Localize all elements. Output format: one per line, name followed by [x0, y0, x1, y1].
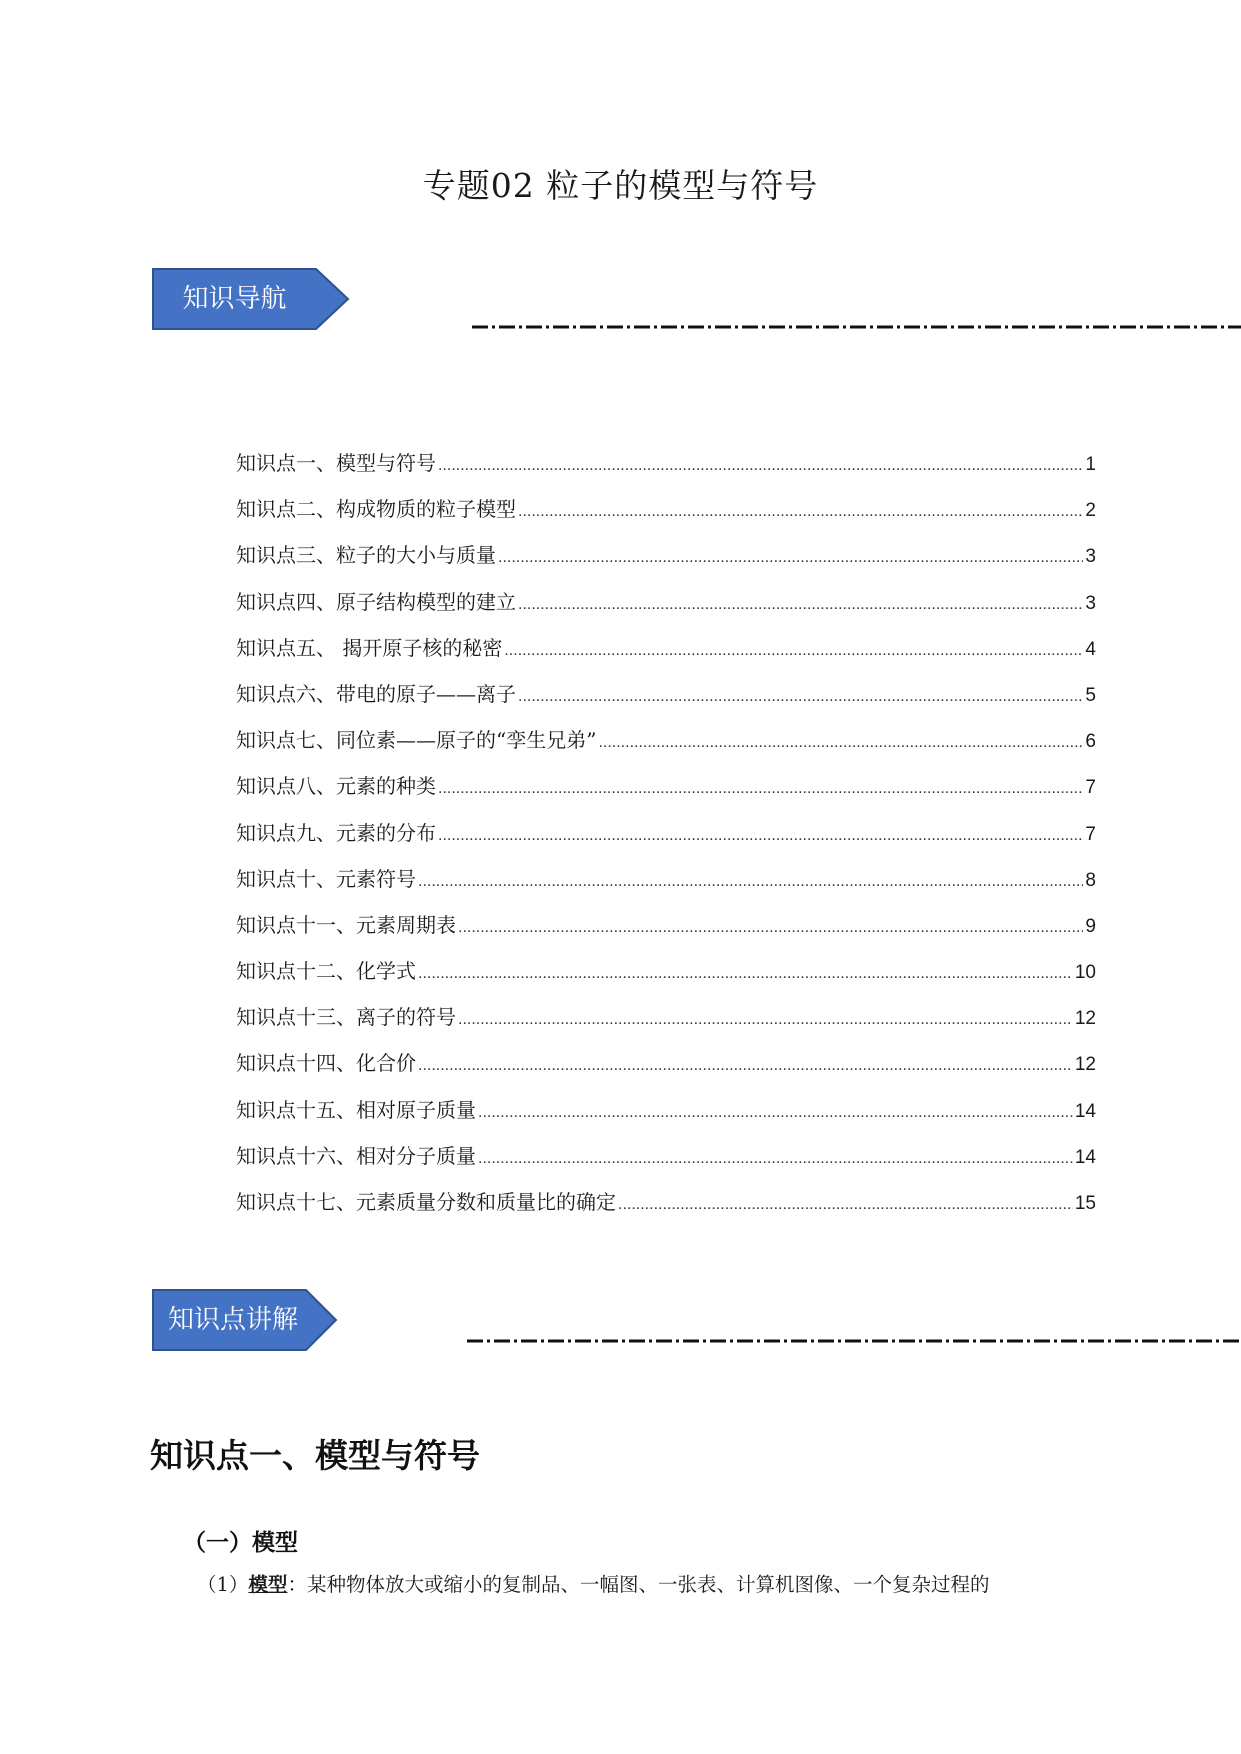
- banner-label-navigation: 知识导航: [182, 284, 287, 314]
- toc-item[interactable]: [236, 770, 1096, 816]
- toc-dot-leader: [518, 596, 1083, 614]
- toc-item-label: 知识点十二、化学式: [236, 959, 416, 984]
- list-number: （1）: [197, 1573, 249, 1596]
- toc-dot-leader: [438, 827, 1083, 845]
- toc-dot-leader: [478, 1104, 1073, 1122]
- table-of-contents: [236, 447, 1096, 1232]
- toc-item[interactable]: [236, 447, 1096, 493]
- section-heading: 知识点一、模型与符号: [150, 1436, 480, 1475]
- toc-item[interactable]: [236, 493, 1096, 539]
- toc-dot-leader: [418, 873, 1083, 891]
- toc-item-label: 知识点十四、化合价: [236, 1051, 416, 1076]
- toc-dot-leader: [618, 1196, 1073, 1214]
- toc-item[interactable]: [236, 632, 1096, 678]
- toc-page-number: 10: [1074, 962, 1096, 984]
- dash-dot-divider: [322, 1337, 1241, 1345]
- toc-item[interactable]: [236, 1186, 1096, 1232]
- paragraph-text: ：某种物体放大或缩小的复制品、一幅图、一张表、计算机图像、一个复杂过程的: [287, 1573, 990, 1596]
- toc-item[interactable]: [236, 817, 1096, 863]
- toc-item-label: 知识点一、模型与符号: [236, 451, 436, 475]
- toc-page-number: 4: [1085, 638, 1096, 660]
- toc-page-number: 7: [1085, 777, 1096, 799]
- toc-dot-leader: [498, 549, 1083, 567]
- toc-item[interactable]: [236, 909, 1096, 955]
- toc-item-label: 知识点八、元素的种类: [236, 774, 436, 799]
- toc-dot-leader: [478, 1150, 1073, 1168]
- toc-dot-leader: [598, 734, 1083, 752]
- toc-page-number: 1: [1085, 454, 1096, 475]
- toc-item-label: 知识点三、粒子的大小与质量: [236, 543, 496, 568]
- toc-page-number: 9: [1085, 915, 1096, 937]
- toc-item-label: 知识点七、同位素——原子的“孪生兄弟”: [236, 728, 597, 753]
- toc-page-number: 14: [1074, 1146, 1096, 1168]
- toc-item[interactable]: [236, 1094, 1096, 1140]
- dash-dot-divider: [322, 323, 1241, 331]
- toc-item-label: 知识点十、元素符号: [236, 866, 416, 891]
- toc-page-number: 3: [1085, 592, 1096, 614]
- toc-page-number: 12: [1074, 1054, 1096, 1076]
- toc-item[interactable]: [236, 1047, 1096, 1093]
- toc-dot-leader: [418, 965, 1073, 983]
- toc-item-label: 知识点四、原子结构模型的建立: [236, 589, 516, 614]
- toc-item-label: 知识点十六、相对分子质量: [236, 1143, 476, 1168]
- toc-item-label: 知识点五、 揭开原子核的秘密: [236, 635, 503, 660]
- body-paragraph: [197, 1569, 1097, 1597]
- toc-dot-leader: [418, 1057, 1073, 1075]
- defined-term: 模型: [248, 1573, 288, 1596]
- toc-dot-leader: [518, 688, 1083, 706]
- section-banner-explanation: [152, 1289, 1084, 1353]
- toc-page-number: 7: [1085, 823, 1096, 845]
- toc-item-label: 知识点十一、元素周期表: [236, 912, 456, 937]
- toc-item[interactable]: [236, 678, 1096, 724]
- toc-item[interactable]: [236, 539, 1096, 585]
- toc-dot-leader: [504, 642, 1083, 660]
- toc-item[interactable]: [236, 955, 1096, 1001]
- toc-page-number: 8: [1085, 869, 1096, 891]
- toc-dot-leader: [438, 457, 1083, 475]
- toc-page-number: 5: [1085, 684, 1096, 706]
- toc-item-label: 知识点十五、相对原子质量: [236, 1097, 476, 1122]
- toc-dot-leader: [458, 1011, 1073, 1029]
- section-banner-navigation: [152, 268, 1084, 332]
- toc-dot-leader: [518, 503, 1083, 521]
- toc-item-label: 知识点十七、元素质量分数和质量比的确定: [236, 1190, 616, 1214]
- toc-item-label: 知识点六、带电的原子——离子: [236, 681, 516, 706]
- toc-item[interactable]: [236, 1140, 1096, 1186]
- toc-page-number: 6: [1085, 731, 1096, 753]
- subsection-heading: （一）模型: [183, 1530, 298, 1556]
- document-title: 专题02 粒子的模型与符号: [422, 166, 819, 205]
- toc-page-number: 14: [1074, 1100, 1096, 1122]
- toc-page-number: 15: [1074, 1193, 1096, 1214]
- toc-item[interactable]: [236, 863, 1096, 909]
- toc-item[interactable]: [236, 724, 1096, 770]
- toc-item-label: 知识点九、元素的分布: [236, 820, 436, 845]
- toc-page-number: 3: [1085, 546, 1096, 568]
- toc-dot-leader: [438, 780, 1083, 798]
- toc-page-number: 2: [1085, 500, 1096, 522]
- toc-page-number: 12: [1074, 1008, 1096, 1030]
- toc-item[interactable]: [236, 586, 1096, 632]
- toc-item[interactable]: [236, 1001, 1096, 1047]
- toc-item-label: 知识点二、构成物质的粒子模型: [236, 497, 516, 522]
- toc-dot-leader: [458, 919, 1083, 937]
- banner-label-explanation: 知识点讲解: [167, 1305, 298, 1335]
- toc-item-label: 知识点十三、离子的符号: [236, 1005, 456, 1030]
